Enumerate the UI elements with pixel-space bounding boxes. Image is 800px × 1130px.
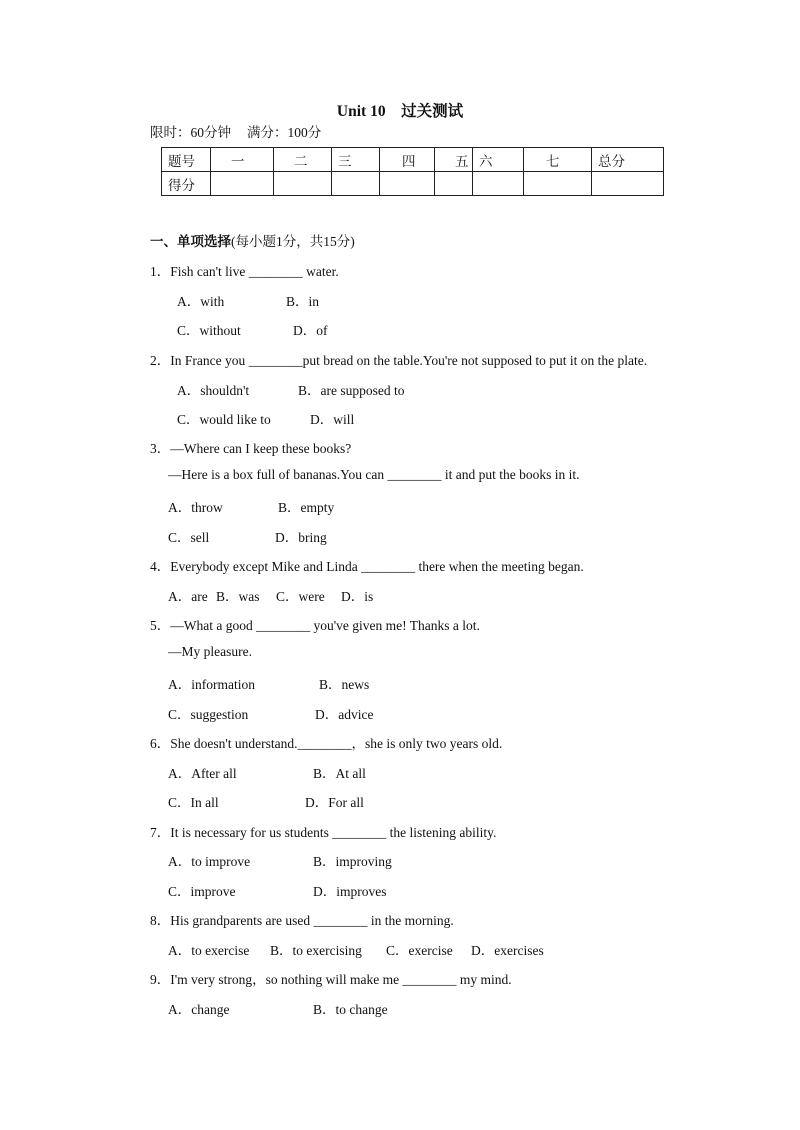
question-text: Everybody except Mike and Linda ________ there when the meeting began. <box>170 559 584 574</box>
option: B．improving <box>313 854 392 869</box>
time-limit: 限时：60分钟 <box>150 125 231 140</box>
table-cell: 题号 <box>162 148 211 172</box>
table-cell: 六 <box>473 148 524 172</box>
question-3 <box>150 437 351 457</box>
option: B．news <box>319 677 370 692</box>
score-entry-cell <box>524 172 592 196</box>
score-entry-cell <box>380 172 435 196</box>
option: B．to exercising <box>270 943 362 958</box>
option: B．in <box>286 294 320 309</box>
option: D．For all <box>305 795 364 810</box>
score-entry-cell <box>592 172 664 196</box>
option: D．bring <box>275 530 327 545</box>
option: B．At all <box>313 766 366 781</box>
option: C．suggestion <box>168 707 249 722</box>
table-cell: 三 <box>332 148 380 172</box>
option: A．with <box>177 294 225 309</box>
full-score: 满分：100分 <box>247 125 322 140</box>
option: D．improves <box>313 884 387 899</box>
option: C．exercise <box>386 943 453 958</box>
score-entry-cell <box>435 172 473 196</box>
option: D．of <box>293 323 328 338</box>
question-text: —What a good ________ you've given me! Thanks a lot. <box>170 618 480 633</box>
option: A．are <box>168 589 208 604</box>
table-cell: 总分 <box>592 148 664 172</box>
table-cell: 七 <box>524 148 592 172</box>
question-text: She doesn't understand.________，she is only two years old. <box>170 736 503 751</box>
question-number: 4． <box>150 559 171 574</box>
question-4 <box>150 555 584 575</box>
option: C．would like to <box>177 412 271 427</box>
score-entry-cell <box>211 172 274 196</box>
option: D．advice <box>315 707 374 722</box>
question-3-line-2: —Here is a box full of bananas.You can ________ it and put the books in it. <box>168 467 580 482</box>
question-number: 1． <box>150 264 171 279</box>
option: A．shouldn't <box>177 383 250 398</box>
option: C．In all <box>168 795 219 810</box>
score-entry-cell <box>473 172 524 196</box>
question-9 <box>150 968 512 988</box>
question-8 <box>150 909 454 929</box>
question-number: 5． <box>150 618 171 633</box>
section-title: 一、单项选择 <box>150 234 231 249</box>
question-number: 7． <box>150 825 171 840</box>
option: B．was <box>216 589 260 604</box>
question-2 <box>150 349 647 369</box>
table-cell: 得分 <box>162 172 211 196</box>
page-title: Unit 10 过关测试 <box>336 103 464 120</box>
score-entry-cell <box>274 172 332 196</box>
table-cell: 五 <box>435 148 473 172</box>
question-number: 8． <box>150 913 171 928</box>
option: B．are supposed to <box>298 383 405 398</box>
option: B．to change <box>313 1002 388 1017</box>
option: A．to improve <box>168 854 251 869</box>
option: D．exercises <box>471 943 544 958</box>
table-cell: 一 <box>211 148 274 172</box>
option: A．to exercise <box>168 943 250 958</box>
option: A．information <box>168 677 255 692</box>
option: D．will <box>310 412 355 427</box>
option: B．empty <box>278 500 335 515</box>
section-note: (每小题1分，共15分) <box>231 234 355 249</box>
question-text: I'm very strong，so nothing will make me ________ my mind. <box>170 972 512 987</box>
section-heading <box>150 230 355 250</box>
question-number: 2． <box>150 353 171 368</box>
question-5 <box>150 614 480 634</box>
score-table <box>161 147 664 196</box>
question-number: 3． <box>150 441 171 456</box>
option: A．throw <box>168 500 223 515</box>
question-text: —Where can I keep these books? <box>170 441 352 456</box>
option: C．improve <box>168 884 236 899</box>
option: A．After all <box>168 766 237 781</box>
question-5-line-2: —My pleasure. <box>168 644 252 659</box>
score-table-header-row <box>162 148 664 172</box>
question-1 <box>150 260 339 280</box>
option: C．without <box>177 323 241 338</box>
option: C．sell <box>168 530 210 545</box>
table-cell: 四 <box>380 148 435 172</box>
question-text: In France you ________put bread on the table.You're not supposed to put it on the plate. <box>170 353 648 368</box>
option: C．were <box>276 589 325 604</box>
question-text: His grandparents are used ________ in the morning. <box>170 913 454 928</box>
table-cell: 二 <box>274 148 332 172</box>
score-entry-cell <box>332 172 380 196</box>
question-text: It is necessary for us students ________ the listening ability. <box>170 825 497 840</box>
question-6 <box>150 732 502 752</box>
option: D．is <box>341 589 374 604</box>
score-table-score-row <box>162 172 664 196</box>
question-number: 6． <box>150 736 171 751</box>
exam-meta <box>150 121 321 141</box>
question-7 <box>150 821 496 841</box>
question-text: Fish can't live ________ water. <box>170 264 339 279</box>
option: A．change <box>168 1002 230 1017</box>
question-number: 9． <box>150 972 171 987</box>
